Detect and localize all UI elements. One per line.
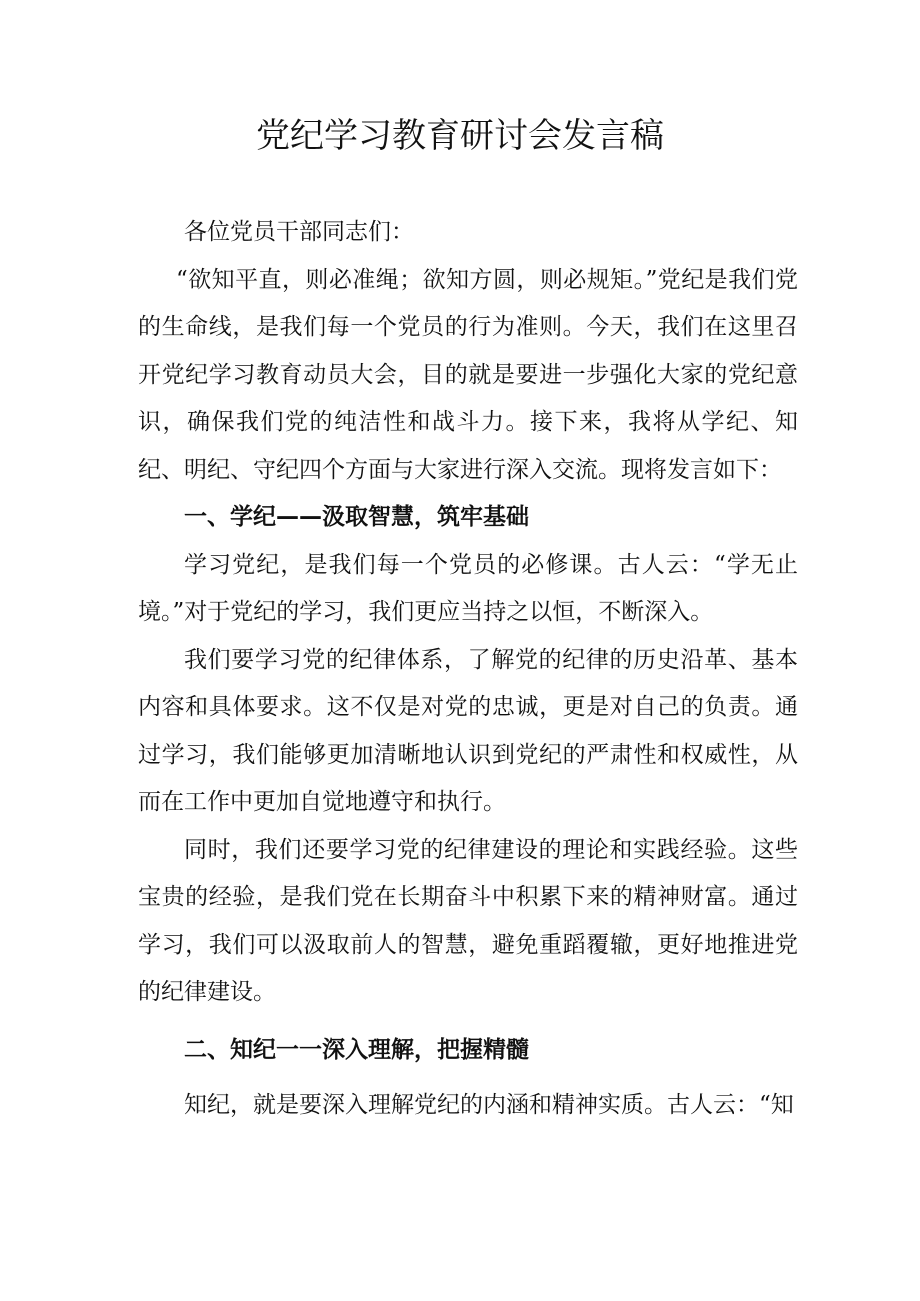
intro-paragraph: “欲知平直，则必准绳；欲知方圆，则必规矩。”党纪是我们党的生命线，是我们每一个党员的行为准则。今天，我们在这里召开党纪学习教育动员大会，目的就是要进一步强化大家的党纪意识，确保我们党的纯洁性和战斗力。接下来，我将从学纪、知纪、明纪、守纪四个方面与大家进行深入交流。现将发言如下： [138, 266, 798, 483]
document-body [138, 209, 798, 1130]
section-1-paragraph-3: 同时，我们还要学习党的纪律建设的理论和实践经验。这些宝贵的经验，是我们党在长期奋斗中积累下来的精神财富。通过学习，我们可以汲取前人的智慧，避免重蹈覆辙，更好地推进党的纪律建设。 [138, 836, 798, 1005]
salutation: 各位党员干部同志们： [184, 219, 414, 245]
section-1-paragraph-1: 学习党纪，是我们每一个党员的必修课。古人云：“学无止境。”对于党纪的学习，我们更应当持之以恒，不断深入。 [138, 551, 798, 625]
section-1-paragraph-2: 我们要学习党的纪律体系，了解党的纪律的历史沿革、基本内容和具体要求。这不仅是对党的忠诚，更是对自己的负责。通过学习，我们能够更加清晰地认识到党纪的严肃性和权威性，从而在工作中更加自觉地遵守和执行。 [138, 646, 798, 815]
section-heading-1: 一、学纪——汲取智慧，筑牢基础 [184, 504, 529, 530]
document-title: 党纪学习教育研讨会发言稿 [256, 116, 664, 156]
section-2-paragraph-1: 知纪，就是要深入理解党纪的内涵和精神实质。古人云：“知 [184, 1092, 794, 1118]
section-heading-2: 二、知纪一一深入理解，把握精髓 [184, 1036, 529, 1063]
